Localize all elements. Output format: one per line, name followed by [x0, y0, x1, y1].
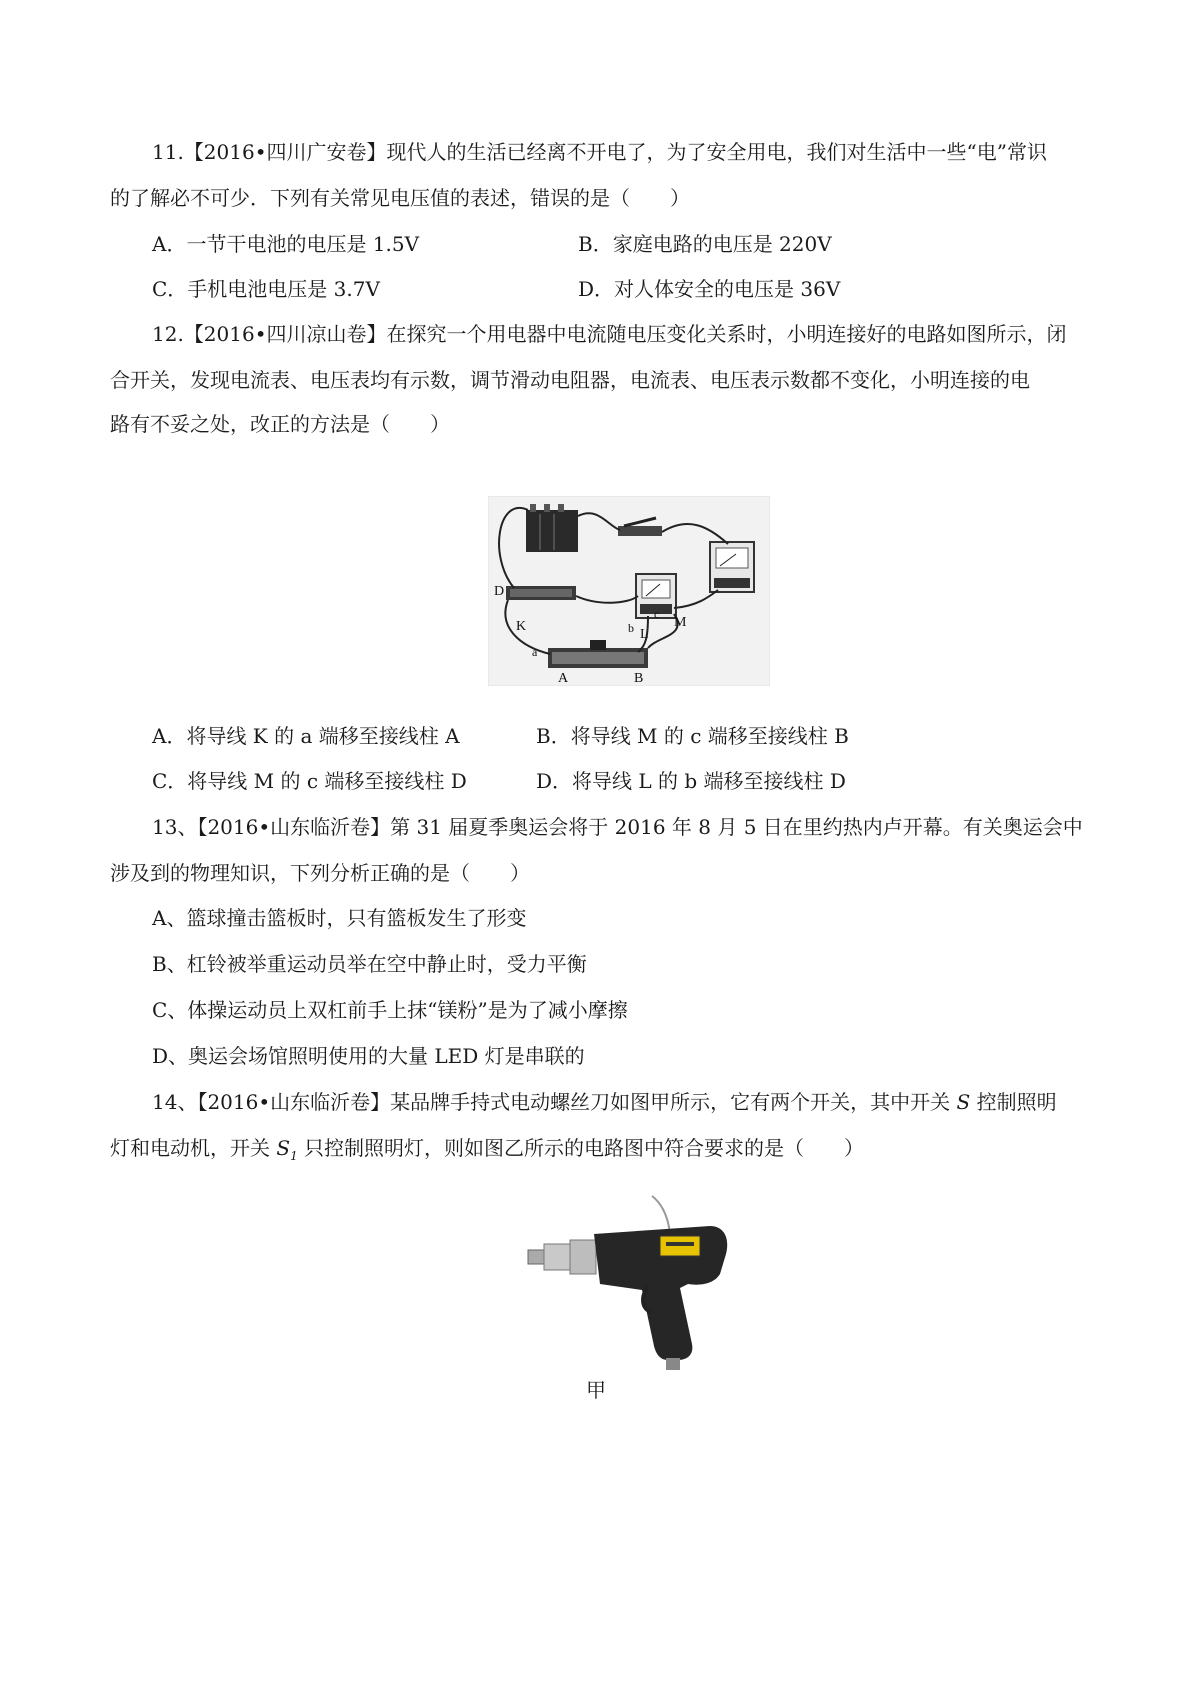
resistor-icon — [506, 586, 576, 600]
q11-option-c: C．手机电池电压是 3.7V — [152, 277, 380, 301]
label-B: B — [634, 671, 644, 686]
label-M: M — [674, 615, 687, 630]
battery-pack-icon — [526, 504, 578, 552]
q12-line1: 12.【2016•四川凉山卷】在探究一个用电器中电流随电压变化关系时，小明连接好的电路如图所示，闭 — [152, 322, 1067, 346]
label-b: b — [628, 621, 634, 635]
q13-option-b: B、杠铃被举重运动员举在空中静止时，受力平衡 — [152, 952, 587, 976]
label-L: L — [640, 627, 649, 642]
q11-line1: 11.【2016•四川广安卷】现代人的生活已经离不开电了，为了安全用电，我们对生活中一些“电”常识 — [152, 140, 1047, 164]
q11-option-d: D．对人体安全的电压是 36V — [578, 277, 841, 301]
q13-option-a: A、篮球撞击篮板时，只有篮板发生了形变 — [152, 906, 527, 930]
q12-option-c: C．将导线 M 的 c 端移至接线柱 D — [152, 769, 467, 793]
label-D: D — [494, 584, 505, 599]
q12-option-a: A．将导线 K 的 a 端移至接线柱 A — [152, 724, 460, 748]
q14-line1-text-b: 控制照明 — [970, 1090, 1057, 1114]
label-a: a — [532, 645, 538, 659]
q14-line2 — [110, 1134, 864, 1170]
q13-line1: 13、【2016•山东临沂卷】第 31 届夏季奥运会将于 2016 年 8 月 5 日在里约热内卢开幕。有关奥运会中 — [152, 815, 1083, 839]
q13-option-d: D、奥运会场馆照明使用的大量 LED 灯是串联的 — [152, 1044, 585, 1068]
label-c: c — [654, 607, 660, 621]
screwdriver-figure — [520, 1194, 740, 1374]
label-K: K — [516, 619, 527, 634]
meter-icon-right — [710, 542, 754, 592]
q14-line2-text-b: 只控制照明灯，则如图乙所示的电路图中符合要求的是（ ） — [297, 1136, 865, 1160]
circuit-figure — [488, 496, 770, 686]
label-A: A — [558, 671, 569, 686]
q11-line2: 的了解必不可少．下列有关常见电压值的表述，错误的是（ ） — [110, 186, 690, 210]
q14-line1 — [152, 1088, 1057, 1116]
q11-option-b: B．家庭电路的电压是 220V — [578, 232, 832, 256]
q12-line3: 路有不妥之处，改正的方法是（ ） — [110, 412, 450, 436]
q11-option-a: A．一节干电池的电压是 1.5V — [152, 232, 420, 256]
q14-line1-text-a: 14、【2016•山东临沂卷】某品牌手持式电动螺丝刀如图甲所示，它有两个开关，其中开关 — [152, 1090, 957, 1114]
figure-caption-jia: 甲 — [586, 1378, 606, 1402]
q14-switch-s1: $S_1$ — [276, 1136, 298, 1163]
q13-line2: 涉及到的物理知识，下列分析正确的是（ ） — [110, 861, 530, 885]
q14-line2-text-a: 灯和电动机，开关 — [110, 1136, 277, 1160]
cable-icon — [652, 1196, 670, 1234]
q12-option-d: D．将导线 L 的 b 端移至接线柱 D — [536, 769, 846, 793]
q12-line2: 合开关，发现电流表、电压表均有示数，调节滑动电阻器，电流表、电压表示数都不变化，小明连接的电 — [110, 368, 1030, 392]
q14-switch-s: S — [956, 1090, 971, 1114]
q12-option-b: B．将导线 M 的 c 端移至接线柱 B — [536, 724, 849, 748]
q13-option-c: C、体操运动员上双杠前手上抹“镁粉”是为了减小摩擦 — [152, 998, 628, 1022]
